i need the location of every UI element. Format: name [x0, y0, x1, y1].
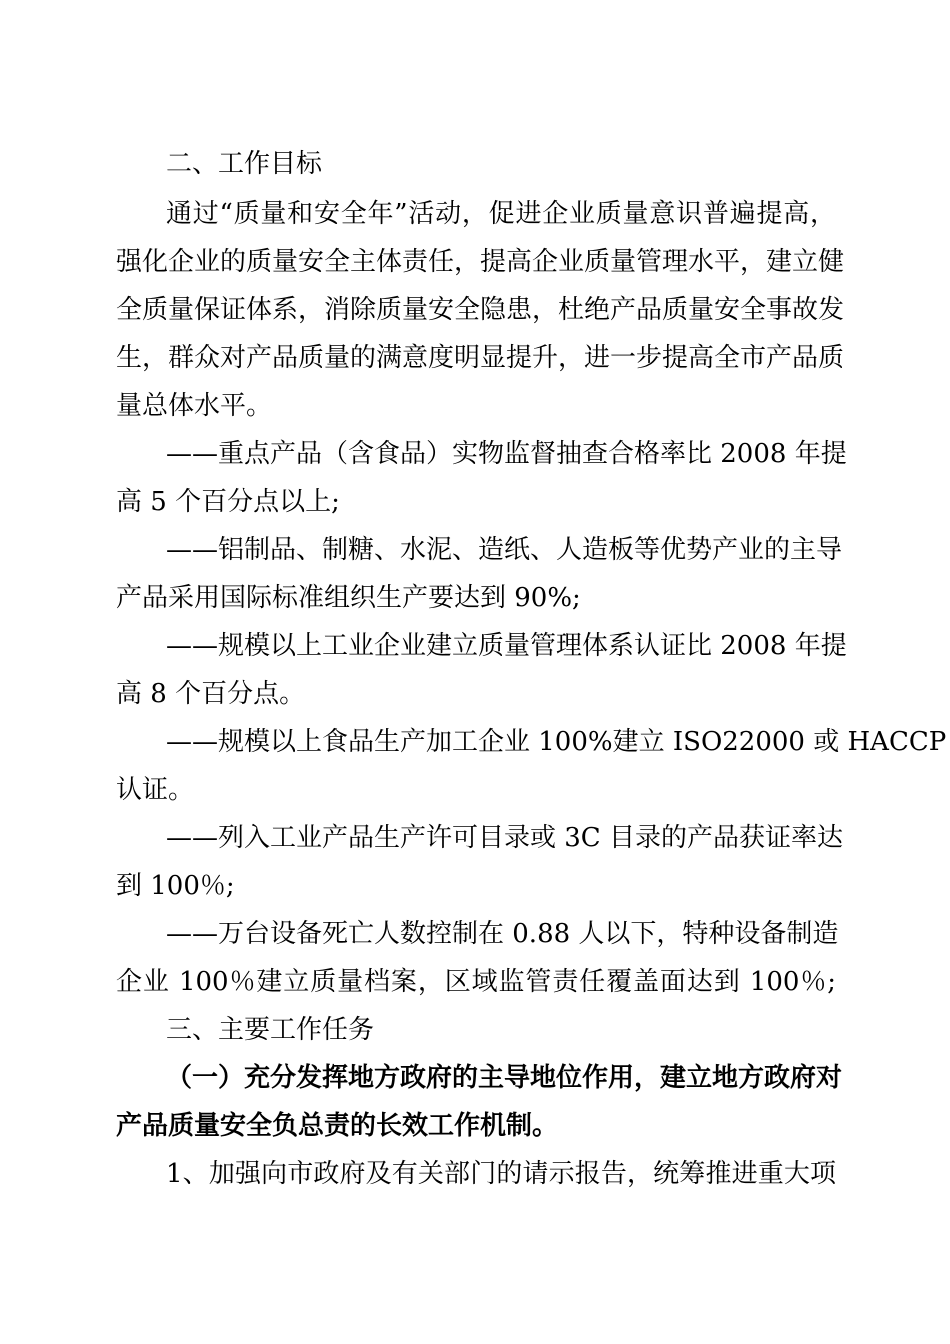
subsection-heading-line: （一）充分发挥地方政府的主导地位作用，建立地方政府对 — [166, 1063, 843, 1093]
paragraph-line: 量总体水平。 — [116, 391, 273, 421]
target-item-line: 认证。 — [116, 775, 195, 805]
item-text-line: 1、加强向市政府及有关部门的请示报告，统筹推进重大项 — [166, 1159, 836, 1189]
target-item-line: ——规模以上食品生产加工企业 100%建立 ISO22000 或 HACCP — [166, 727, 947, 757]
target-item-line: 高 5 个百分点以上; — [116, 487, 340, 517]
paragraph-line: 通过“质量和安全年”活动，促进企业质量意识普遍提高， — [166, 199, 836, 229]
paragraph-line: 全质量保证体系，消除质量安全隐患，杜绝产品质量安全事故发 — [116, 295, 845, 325]
target-item-line: ——铝制品、制糖、水泥、造纸、人造板等优势产业的主导 — [166, 535, 843, 565]
target-item-line: ——规模以上工业企业建立质量管理体系认证比 2008 年提 — [166, 631, 847, 661]
target-item-line: 高 8 个百分点。 — [116, 679, 306, 709]
target-item-line: ——列入工业产品生产许可目录或 3C 目录的产品获证率达 — [166, 823, 843, 853]
section-heading-work-goals: 二、工作目标 — [166, 149, 323, 179]
paragraph-line: 生，群众对产品质量的满意度明显提升，进一步提高全市产品质 — [116, 343, 845, 373]
section-heading-main-tasks: 三、主要工作任务 — [166, 1015, 375, 1045]
paragraph-line: 强化企业的质量安全主体责任，提高企业质量管理水平，建立健 — [116, 247, 845, 277]
target-item-line: 产品采用国际标准组织生产要达到 90%; — [116, 583, 581, 613]
target-item-line: ——万台设备死亡人数控制在 0.88 人以下，特种设备制造 — [166, 919, 839, 949]
subsection-heading-line: 产品质量安全负总责的长效工作机制。 — [116, 1111, 559, 1141]
target-item-line: 企业 100％建立质量档案，区域监管责任覆盖面达到 100％; — [116, 967, 836, 997]
target-item-line: ——重点产品（含食品）实物监督抽查合格率比 2008 年提 — [166, 439, 847, 469]
target-item-line: 到 100％; — [116, 871, 235, 901]
